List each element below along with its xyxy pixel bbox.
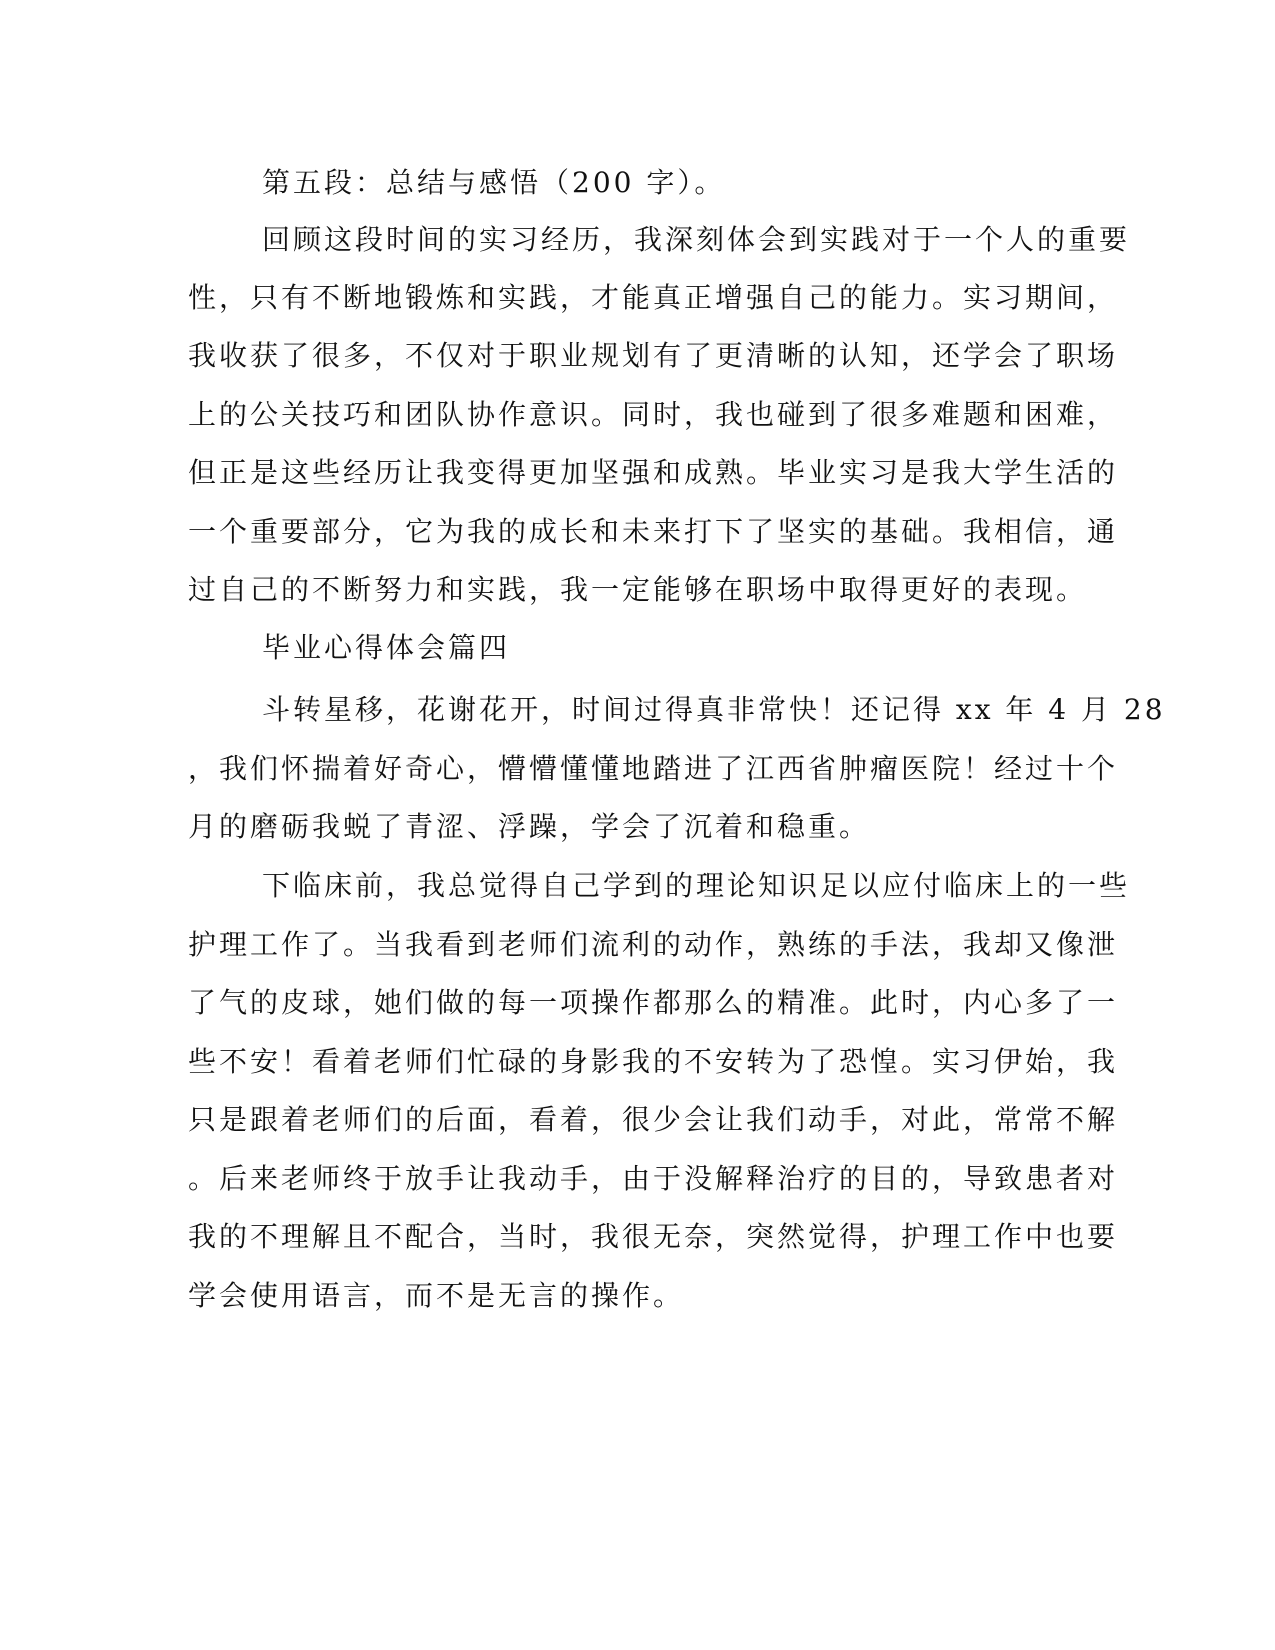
paragraph-line: 我的不理解且不配合，当时，我很无奈，突然觉得，护理工作中也要 bbox=[188, 1220, 1119, 1253]
paragraph-line: 性，只有不断地锻炼和实践，才能真正增强自己的能力。实习期间， bbox=[188, 281, 1119, 314]
paragraph-line: 一个重要部分，它为我的成长和未来打下了坚实的基础。我相信，通 bbox=[188, 515, 1119, 548]
paragraph-line: 上的公关技巧和团队协作意识。同时，我也碰到了很多难题和困难， bbox=[188, 398, 1119, 431]
paragraph-line: 我收获了很多，不仅对于职业规划有了更清晰的认知，还学会了职场 bbox=[188, 339, 1119, 372]
paragraph-line: 学会使用语言，而不是无言的操作。 bbox=[188, 1279, 685, 1312]
paragraph-line: 护理工作了。当我看到老师们流利的动作，熟练的手法，我却又像泄 bbox=[188, 928, 1119, 961]
section-heading: 第五段：总结与感悟（200 字）。 bbox=[262, 166, 726, 199]
paragraph-line: 只是跟着老师们的后面，看着，很少会让我们动手，对此，常常不解 bbox=[188, 1103, 1119, 1136]
paragraph-line: 下临床前，我总觉得自己学到的理论知识足以应付临床上的一些 bbox=[262, 869, 1131, 902]
paragraph-line: 月的磨砺我蜕了青涩、浮躁，学会了沉着和稳重。 bbox=[188, 810, 871, 843]
chapter-title: 毕业心得体会篇四 bbox=[262, 631, 511, 664]
paragraph-line: 但正是这些经历让我变得更加坚强和成熟。毕业实习是我大学生活的 bbox=[188, 456, 1119, 489]
paragraph-line: 些不安！看着老师们忙碌的身影我的不安转为了恐惶。实习伊始，我 bbox=[188, 1045, 1119, 1078]
paragraph-line: 了气的皮球，她们做的每一项操作都那么的精准。此时，内心多了一 bbox=[188, 986, 1119, 1019]
paragraph-line: 回顾这段时间的实习经历，我深刻体会到实践对于一个人的重要 bbox=[262, 223, 1131, 256]
paragraph-line: 过自己的不断努力和实践，我一定能够在职场中取得更好的表现。 bbox=[188, 573, 1088, 606]
paragraph-line: ，我们怀揣着好奇心，懵懵懂懂地踏进了江西省肿瘤医院！经过十个 bbox=[188, 752, 1119, 785]
paragraph-line: 。后来老师终于放手让我动手，由于没解释治疗的目的，导致患者对 bbox=[188, 1162, 1119, 1195]
paragraph-line: 斗转星移，花谢花开，时间过得真非常快！还记得 xx 年 4 月 28 bbox=[262, 693, 1166, 726]
